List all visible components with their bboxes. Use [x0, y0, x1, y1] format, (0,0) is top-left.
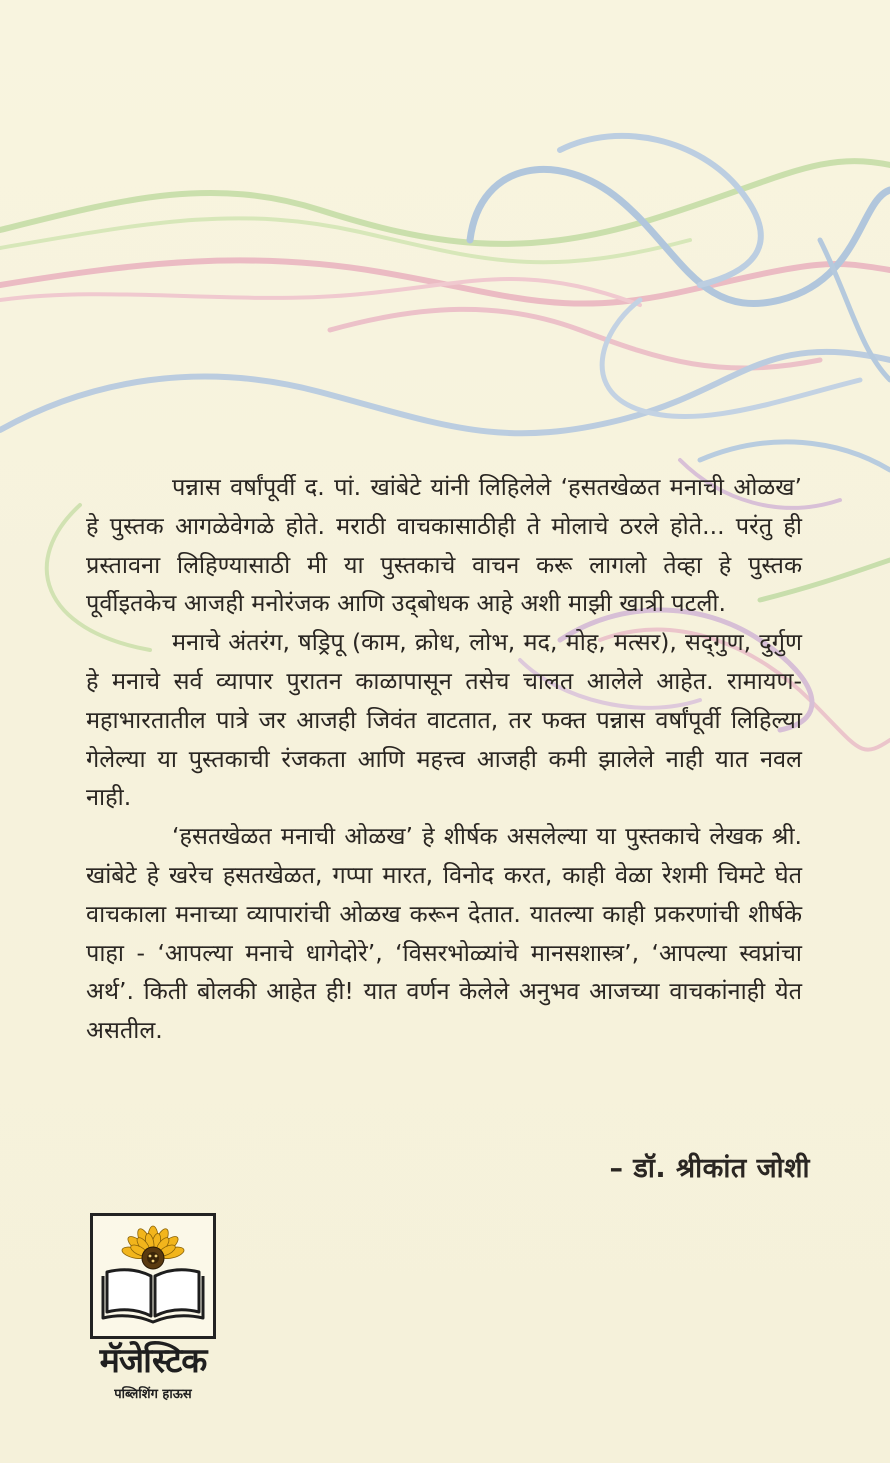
ribbon-blue: [0, 352, 890, 433]
ribbon-green: [0, 161, 890, 244]
publisher-subtitle: पब्लिशिंग हाऊस: [114, 1387, 192, 1402]
publisher-name: मॅजेस्टिक: [99, 1341, 207, 1381]
ribbon-pink: [0, 260, 890, 303]
blurb-paragraph: पन्नास वर्षांपूर्वी द. पां. खांबेटे यांनी लिहिलेले ‘हसतखेळत मनाची ओळख’ हे पुस्तक आगळेवेगळे होते. मराठी वाचकासाठीही ते मोलाचे ठरले होते... परंतु ही प्रस्तावना लिहिण्यासाठी मी या पुस्तकाचे वाचन करू लागलो तेव्हा हे पुस्तक पूर्वीइतकेच आजही मनोरंजक आणि उद्‌बोधक आहे अशी माझी खात्री पटली.: [86, 473, 802, 618]
blurb-text: [86, 468, 802, 1050]
sunflower-book-logo-icon: [93, 1216, 213, 1336]
ribbon-blue: [560, 136, 761, 285]
ribbon-blue: [700, 442, 890, 470]
publisher-logo: [90, 1213, 216, 1339]
author-signature: – डॉ. श्रीकांत जोशी: [609, 1153, 810, 1184]
ribbon-blue: [470, 169, 890, 303]
blurb-paragraph: मनाचे अंतरंग, षड्रिपू (काम, क्रोध, लोभ, मद, मोह, मत्सर), सद्‌गुण, दुर्गुण हे मनाचे सर्व व्यापार पुरातन काळापासून तसेच चालत आलेले आहेत. रामायण-महाभारतातील पात्रे जर आजही जिवंत वाटतात, तर फक्त पन्नास वर्षांपूर्वी लिहिल्या गेलेल्या या पुस्तकाची रंजकता आणि महत्त्व आजही कमी झालेले नाही यात नवल नाही.: [86, 628, 802, 812]
ribbon-green: [0, 218, 690, 262]
blurb-paragraph: ‘हसतखेळत मनाची ओळख’ हे शीर्षक असलेल्या या पुस्तकाचे लेखक श्री. खांबेटे हे खरेच हसतखेळत, गप्पा मारत, विनोद करत, काही वेळा रेशमी चिमटे घेत वाचकाला मनाच्या व्यापारांची ओळख करून देतात. यातल्या काही प्रकरणांची शीर्षके पाहा - ‘आपल्या मनाचे धागेदोरे’, ‘विसरभोळ्यांचे मानसशास्त्र’, ‘आपल्या स्वप्नांचा अर्थ’. किती बोलकी आहेत ही! यात वर्णन केलेले अनुभव आजच्या वाचकांनाही येत असतील.: [86, 822, 802, 1045]
ribbon-pink: [330, 309, 820, 368]
